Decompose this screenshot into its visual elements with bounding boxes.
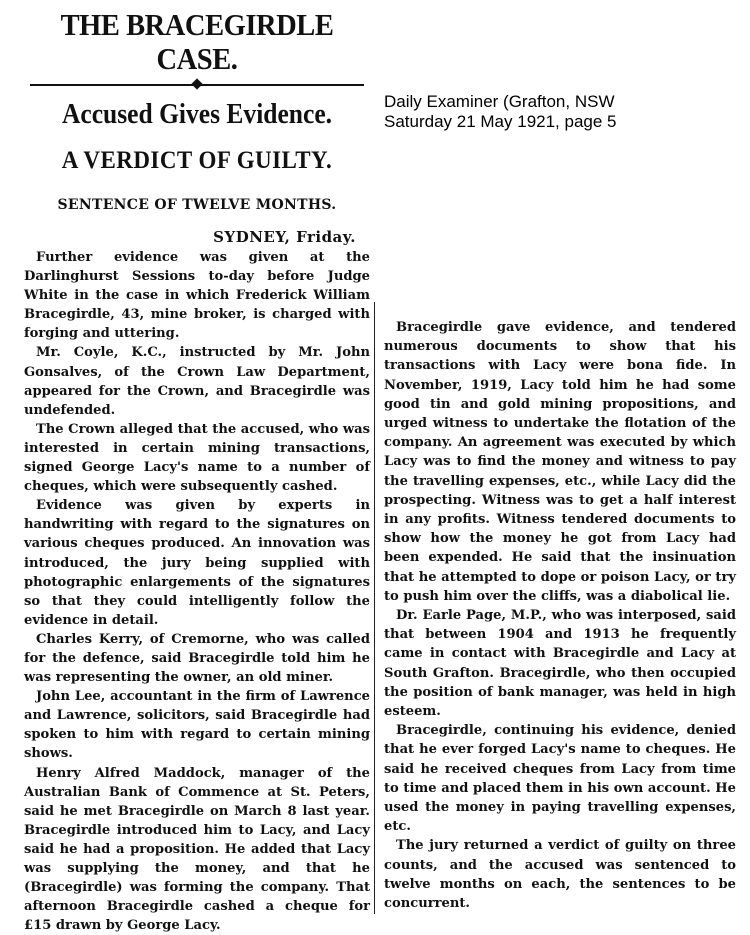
verdict-heading: A VERDICT OF GUILTY. bbox=[61, 147, 333, 174]
diamond-ornament-icon bbox=[191, 78, 202, 89]
paragraph: Henry Alfred Maddock, manager of the Australian Bank of Commence at St. Peters, said he met Bracegirdle on March 8 last year. Bracegirdle introduced him to Lacy, and Lacy said he had a proposition. He added that Lacy was supplying the money, and that he (Bracegirdle) was forming the company. That afternoon Bracegirdle cashed a cheque for £15 drawn by George Lacy. bbox=[24, 765, 370, 934]
source-caption bbox=[384, 92, 724, 132]
paragraph: Further evidence was given at the Darlinghurst Sessions to-day before Judge White in the case in which Frederick William Bracegirdle, 43, mine broker, is charged with forging and uttering. bbox=[24, 250, 370, 342]
subhead: Accused Gives Evidence. bbox=[61, 98, 333, 130]
headline: THE BRACEGIRDLE CASE. bbox=[60, 7, 334, 76]
paragraph: Dr. Earle Page, M.P., who was interposed, said that between 1904 and 1913 he frequently came in contact with Bracegirdle and Lacy at South Grafton. Bracegirdle, who then occupied the position of bank manager, was held in high esteem. bbox=[384, 608, 736, 720]
paragraph: Bracegirdle, continuing his evidence, denied that he ever forged Lacy's name to cheques. He said he received cheques from Lacy from time to time and placed them in his own account. He used the money in paying travelling expenses, etc. bbox=[384, 723, 736, 835]
paragraph: The Crown alleged that the accused, who was interested in certain mining transactions, signed George Lacy's name to a number of cheques, which were subsequently cashed. bbox=[24, 421, 370, 495]
paragraph: Evidence was given by experts in handwriting with regard to the signatures on various cheques produced. An innovation was introduced, the jury being supplied with photographic enlargements of the signatures so that they could intelligently follow the evidence in detail. bbox=[24, 498, 370, 628]
source-line-2: Saturday 21 May 1921, page 5 bbox=[384, 112, 617, 131]
dateline: SYDNEY, Friday. bbox=[213, 228, 356, 246]
headline-divider bbox=[30, 80, 364, 90]
sentence-heading: SENTENCE OF TWELVE MONTHS. bbox=[57, 197, 337, 213]
paragraph: Charles Kerry, of Cremorne, who was called for the defence, said Bracegirdle told him he was representing the owner, an old miner. bbox=[24, 631, 370, 686]
source-line-1: Daily Examiner (Grafton, NSW bbox=[384, 92, 615, 111]
paragraph: Mr. Coyle, K.C., instructed by Mr. John Gonsalves, of the Crown Law Department, appeared for the Crown, and Bracegirdle was undefended. bbox=[24, 345, 370, 418]
article-left-column bbox=[24, 6, 370, 935]
article-right-column bbox=[384, 318, 736, 913]
column-divider bbox=[374, 302, 375, 914]
paragraph: The jury returned a verdict of guilty on three counts, and the accused was sentenced to twelve months on each, the sentences to be concurrent. bbox=[384, 838, 736, 912]
paragraph: John Lee, accountant in the firm of Lawrence and Lawrence, solicitors, said Bracegirdle had spoken to him with regard to certain mining shows. bbox=[24, 689, 370, 762]
paragraph: Bracegirdle gave evidence, and tendered numerous documents to show that his transactions with Lacy were bona fide. In November, 1919, Lacy told him he had some good tin and gold mining propositions, and urged witness to undertake the flotation of the company. An agreement was executed by which Lacy was to find the money and witness to pay the travelling expenses, etc., while Lacy did the prospecting. Witness was to get a half interest in any profits. Witness tendered documents to show how the money he got from Lacy had been expended. He said that the insinuation that he attempted to dope or poison Lacy, or try to push him over the cliffs, was a diabolical lie. bbox=[384, 320, 736, 604]
left-body bbox=[24, 248, 370, 935]
